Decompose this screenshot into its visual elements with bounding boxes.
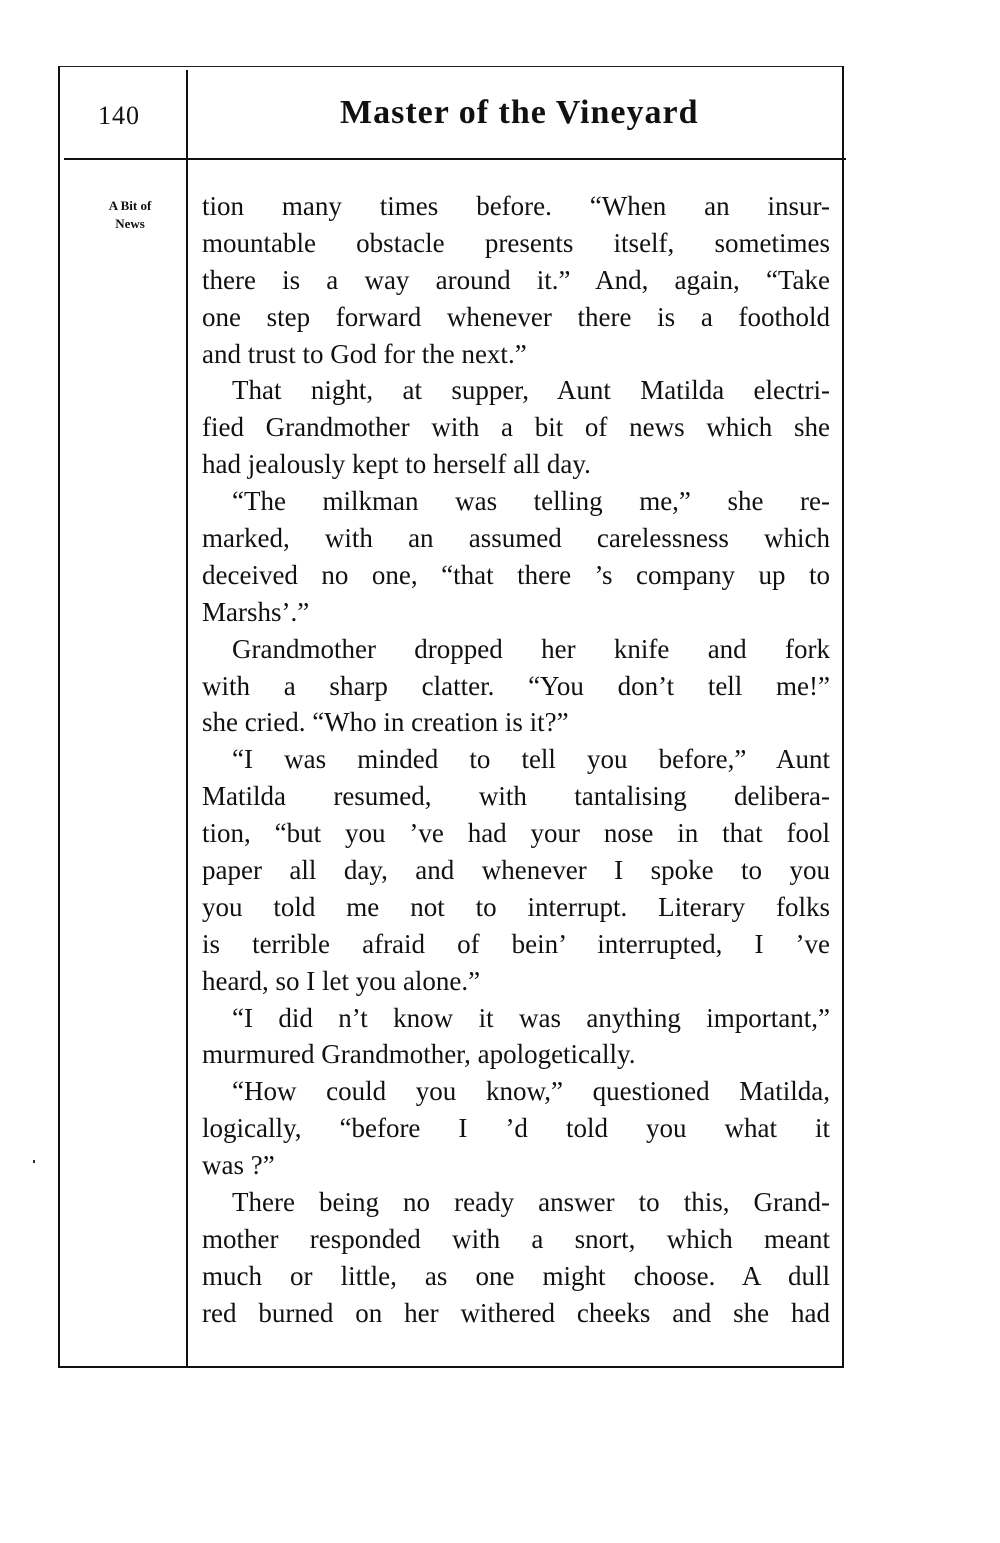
- text-line: heard, so I let you alone.”: [202, 965, 481, 996]
- sidenote-line: News: [115, 216, 145, 231]
- text-line: Grandmother dropped her knife and fork: [232, 633, 830, 664]
- text-line: was ?”: [202, 1150, 275, 1181]
- text-line: “The milkman was telling me,” she re-: [232, 486, 830, 517]
- text-line: Matilda resumed, with tantalising delibera-: [202, 781, 830, 812]
- text-line: mother responded with a snort, which meant: [202, 1223, 830, 1254]
- sidenote-line: A Bit of: [108, 198, 152, 213]
- running-title: Master of the Vineyard: [340, 94, 699, 131]
- text-line: mountable obstacle presents itself, sometimes: [202, 227, 830, 258]
- text-line: had jealously kept to herself all day.: [202, 449, 591, 480]
- page-number: 140: [98, 101, 140, 130]
- text-line: That night, at supper, Aunt Matilda electri-: [232, 375, 830, 406]
- text-line: marked, with an assumed carelessness which: [202, 523, 830, 554]
- text-line: paper all day, and whenever I spoke to you: [202, 855, 830, 886]
- text-line: murmured Grandmother, apologetically.: [202, 1039, 636, 1070]
- text-line: fied Grandmother with a bit of news which she: [202, 412, 830, 443]
- text-line: Marshs’.”: [202, 596, 310, 627]
- text-line: you told me not to interrupt. Literary folks: [202, 891, 830, 922]
- text-line: “I did n’t know it was anything important,”: [232, 1002, 830, 1033]
- text-line: tion, “but you ’ve had your nose in that fool: [202, 818, 830, 849]
- text-line: “I was minded to tell you before,” Aunt: [232, 744, 830, 775]
- scan-speck: [33, 1160, 35, 1163]
- text-line: much or little, as one might choose. A dull: [202, 1260, 830, 1291]
- text-line: there is a way around it.” And, again, “Take: [202, 264, 830, 295]
- text-line: with a sharp clatter. “You don’t tell me!”: [202, 670, 830, 701]
- text-line: red burned on her withered cheeks and she had: [202, 1297, 830, 1328]
- text-line: and trust to God for the next.”: [202, 338, 527, 369]
- text-line: is terrible afraid of bein’ interrupted, I ’ve: [202, 928, 830, 959]
- text-line: she cried. “Who in creation is it?”: [202, 707, 569, 738]
- text-line: There being no ready answer to this, Grand-: [232, 1187, 830, 1218]
- text-line: tion many times before. “When an insur-: [202, 191, 830, 221]
- margin-column-rule: [186, 70, 188, 1366]
- text-line: one step forward whenever there is a foothold: [202, 301, 830, 332]
- header-rule: [64, 158, 846, 160]
- body-text: [202, 188, 830, 1332]
- text-line: logically, “before I ’d told you what it: [202, 1113, 830, 1144]
- text-line: deceived no one, “that there ’s company up to: [202, 559, 830, 590]
- marginal-sidenote: [80, 197, 180, 233]
- text-line: “How could you know,” questioned Matilda,: [232, 1076, 830, 1107]
